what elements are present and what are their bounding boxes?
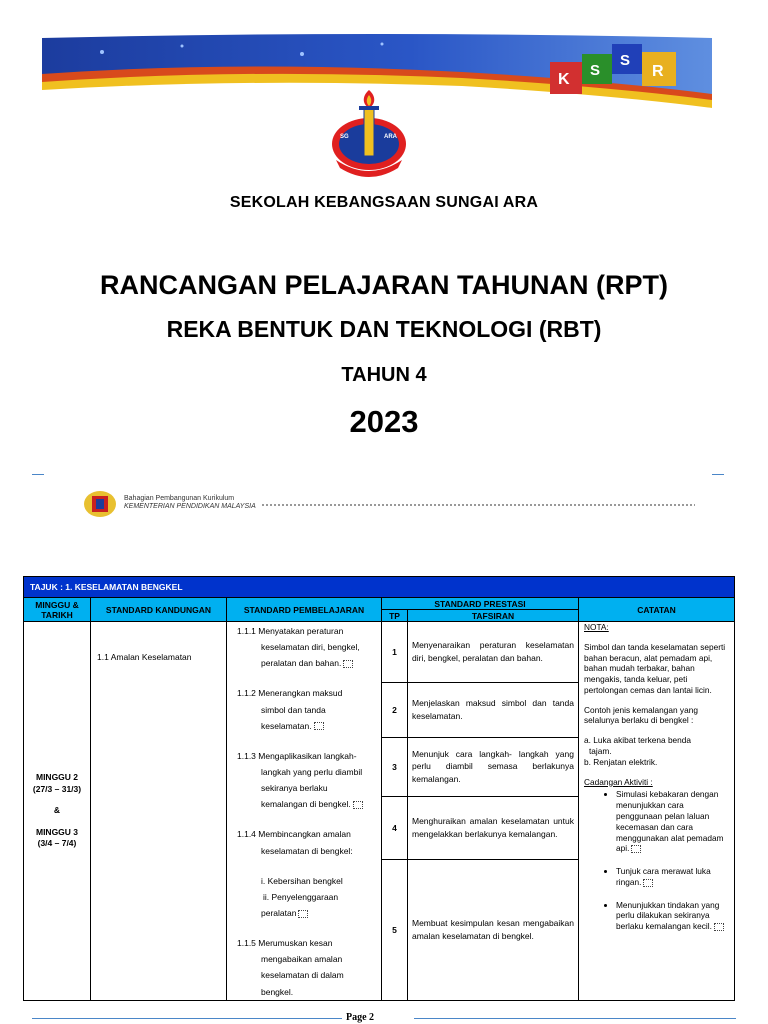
tp-level: 4 — [382, 796, 408, 859]
kemalangan-a-cont: tajam. — [589, 746, 612, 757]
list-item: • Simulasi kebakaran dengan menunjukkan cara penggunaan pelan laluan kecemasan dan cara menggunakan alat pemadam api. — [616, 789, 729, 854]
standard-kandungan-cell: 1.1 Amalan Keselamatan — [91, 622, 227, 1001]
tp-level: 3 — [382, 737, 408, 796]
kemalangan-b: b. Renjatan elektrik. — [584, 756, 658, 767]
list-item: • Menunjukkan tindakan yang perlu dilakukan sekiranya berlaku kemalangan kecil. — [616, 900, 729, 932]
tp-level: 2 — [382, 683, 408, 738]
header-minggu-line2: TARIKH — [41, 609, 73, 620]
sp-line: peralatan dan bahan. — [261, 658, 342, 669]
week-1-dates: (27/3 – 31/3) — [32, 783, 82, 794]
tp-description: Menunjuk cara langkah- langkah yang perlu diambil semasa berlakunya kemalangan. — [408, 737, 579, 796]
placeholder-glyph-icon — [643, 879, 653, 887]
header-tp: TP — [382, 610, 408, 622]
sp-line: ii. Penyelenggaraan — [263, 891, 339, 902]
sp-line: langkah yang perlu diambil — [261, 766, 363, 777]
sp-line: i. Kebersihan bengkel — [261, 875, 343, 886]
placeholder-glyph-icon — [343, 660, 353, 668]
year-level: TAHUN 4 — [341, 364, 427, 386]
block-letter: S — [620, 52, 631, 69]
sp-line: mengabaikan amalan — [261, 954, 343, 965]
footer-line-right — [414, 1018, 736, 1019]
sp-line: peralatan — [261, 907, 297, 918]
topic-title: TAJUK : 1. KESELAMATAN BENGKEL — [24, 577, 735, 598]
list-item: • Tunjuk cara merawat luka ringan. — [616, 866, 729, 888]
tp-level: 5 — [382, 859, 408, 1000]
year: 2023 — [349, 404, 419, 439]
subject-title: REKA BENTUK DAN TEKNOLOGI (RBT) — [166, 316, 602, 342]
nota-label: NOTA: — [584, 622, 609, 632]
logo-letters-left: SG — [340, 134, 349, 140]
tp-description: Menjelaskan maksud simbol dan tanda keselamatan. — [408, 683, 579, 738]
header-standard-pembelajaran: STANDARD PEMBELAJARAN — [227, 598, 382, 622]
sp-line: 1.1.2 Menerangkan maksud — [237, 688, 343, 699]
sp-line: 1.1.1 Menyatakan peraturan — [237, 626, 344, 636]
week-cell — [24, 622, 91, 1001]
sp-line: bengkel. — [261, 986, 294, 997]
aktiviti-label: Cadangan Aktiviti : — [584, 776, 653, 787]
page-title: RANCANGAN PELAJARAN TAHUNAN (RPT) — [100, 270, 668, 300]
divider-left — [32, 474, 44, 475]
sp-line: 1.1.4 Membincangkan amalan — [237, 829, 351, 840]
week-2-dates: (3/4 – 7/4) — [37, 838, 77, 849]
kpm-ministry: KEMENTERIAN PENDIDIKAN MALAYSIA — [124, 503, 256, 510]
sp-line: kemalangan di bengkel. — [261, 799, 351, 810]
nota-text: Simbol dan tanda keselamatan seperti bahan beracun, alat pemadam api, bahan mudah terbakar, bahan mengakis, tanda keluar, peti pertolongan cemas dan lantai licin. — [584, 641, 726, 695]
tp-description: Menghuraikan amalan keselamatan untuk mengelakkan berlakunya kemalangan. — [408, 796, 579, 859]
header-catatan: CATATAN — [579, 598, 735, 622]
sp-line: simbol dan tanda — [261, 704, 326, 715]
footer-line-left — [32, 1018, 342, 1019]
sp-line: keselamatan di bengkel: — [261, 845, 353, 856]
kemalangan-a: a. Luka akibat terkena benda — [584, 735, 692, 746]
block-letter: S — [590, 62, 601, 79]
header-minggu-line1: MINGGU & — [35, 599, 79, 610]
placeholder-glyph-icon — [298, 910, 308, 918]
placeholder-glyph-icon — [631, 845, 641, 853]
header-tafsiran: TAFSIRAN — [408, 610, 579, 622]
week-2: MINGGU 3 — [35, 826, 79, 837]
aktiviti-list — [584, 789, 729, 932]
catatan-cell — [579, 622, 735, 1001]
sp-line: keselamatan. — [261, 720, 312, 731]
malaysia-crest-icon — [84, 491, 116, 517]
tp-description: Menyenaraikan peraturan keselamatan diri, bengkel, peralatan dan bahan. — [408, 622, 579, 683]
kemalangan-intro: Contoh jenis kemalangan yang selalunya berlaku di bengkel : — [584, 704, 698, 726]
school-name: SEKOLAH KEBANGSAAN SUNGAI ARA — [229, 194, 539, 211]
sp-line: keselamatan di dalam — [261, 970, 344, 981]
kpm-division: Bahagian Pembangunan Kurikulum — [124, 495, 235, 502]
rpt-table — [23, 576, 735, 1001]
standard-pembelajaran-cell — [227, 622, 382, 1001]
tp-level: 1 — [382, 622, 408, 683]
sp-line: 1.1.3 Mengaplikasikan langkah- — [237, 750, 357, 761]
page-number: Page 2 — [346, 1012, 375, 1023]
header-minggu — [24, 598, 91, 622]
logo-letters-right: ARA — [384, 134, 397, 140]
placeholder-glyph-icon — [314, 722, 324, 730]
school-logo — [326, 86, 412, 178]
block-letter: K — [558, 71, 570, 88]
header-standard-kandungan: STANDARD KANDUNGAN — [91, 598, 227, 622]
block-letter: R — [652, 63, 664, 80]
placeholder-glyph-icon — [714, 923, 724, 931]
sp-line: sekiranya berlaku — [261, 783, 328, 794]
week-and: & — [53, 805, 61, 816]
sp-line: 1.1.5 Merumuskan kesan — [237, 938, 333, 949]
sp-line: keselamatan diri, bengkel, — [261, 642, 360, 653]
divider-right — [712, 474, 724, 475]
header-standard-prestasi: STANDARD PRESTASI — [382, 598, 579, 610]
placeholder-glyph-icon — [353, 801, 363, 809]
tp-description: Membuat kesimpulan kesan mengabaikan amalan keselamatan di bengkel. — [408, 859, 579, 1000]
week-1: MINGGU 2 — [35, 772, 79, 783]
